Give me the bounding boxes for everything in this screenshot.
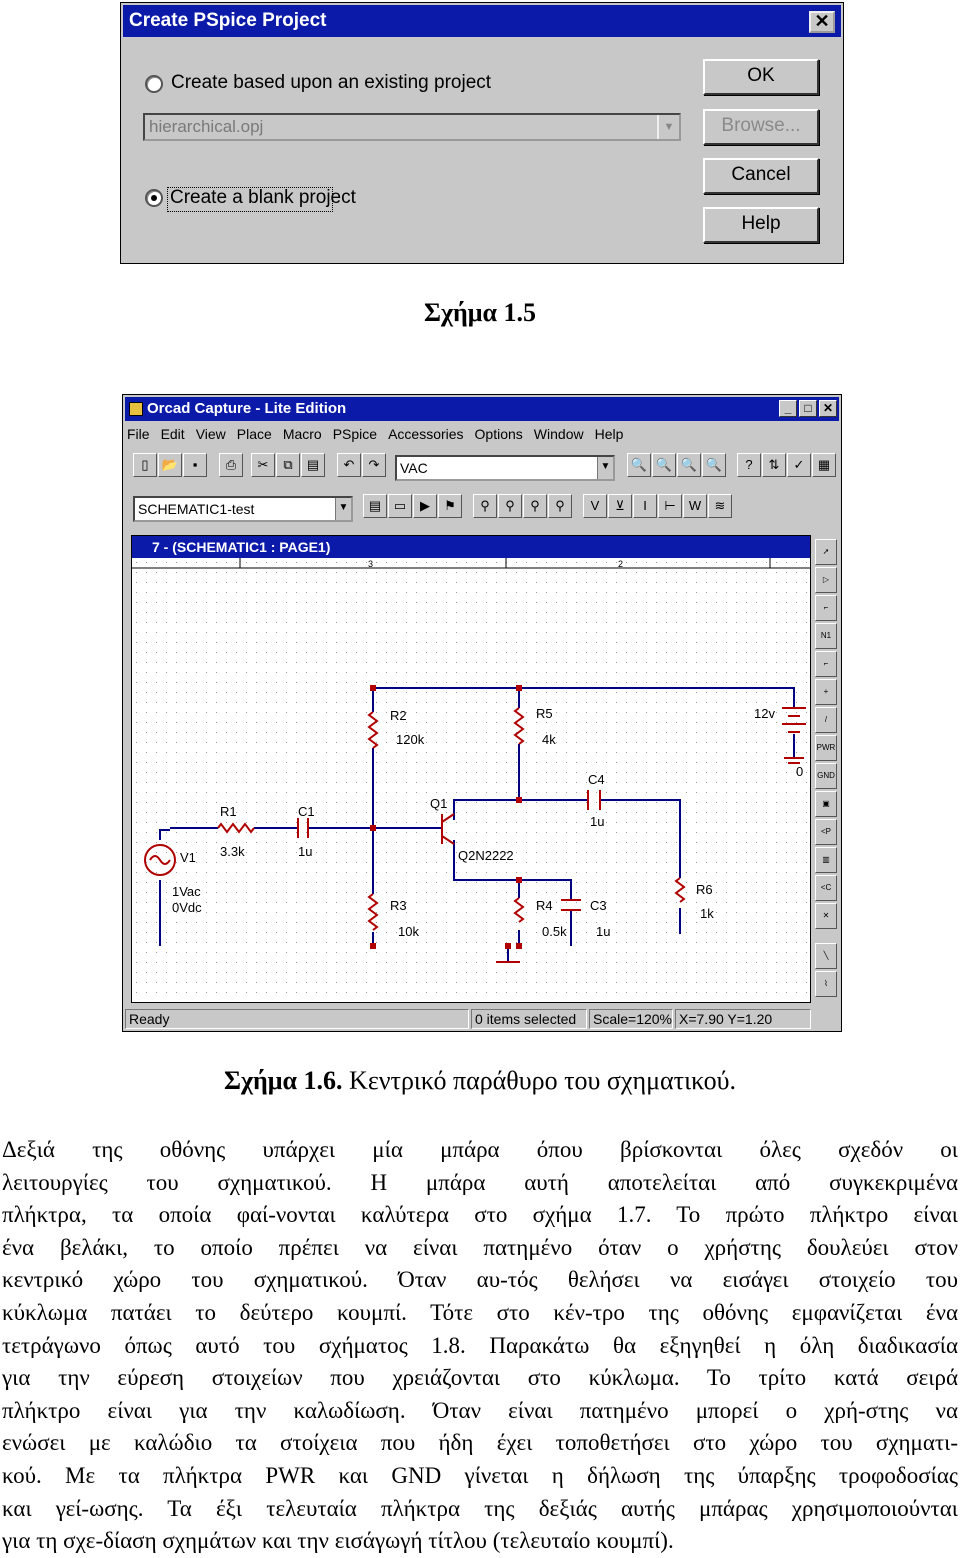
- r1-value: 3.3k: [220, 844, 245, 859]
- project-combo-value: hierarchical.opj: [149, 117, 264, 136]
- help-button[interactable]: Help: [703, 207, 819, 243]
- power-marker-icon[interactable]: ⚲: [548, 494, 572, 518]
- marker-icon[interactable]: ⚲: [473, 494, 497, 518]
- r2-name: R2: [390, 708, 407, 723]
- figure-caption-1-6: [0, 1066, 960, 1096]
- menu-help[interactable]: Help: [594, 426, 624, 442]
- place-port-icon[interactable]: <P: [815, 819, 837, 845]
- radio-existing-project[interactable]: [145, 75, 163, 93]
- v1-name: V1: [180, 850, 196, 865]
- chevron-down-icon[interactable]: ▼: [597, 457, 613, 479]
- place-line-icon[interactable]: ╲: [815, 943, 837, 969]
- chevron-down-icon[interactable]: ▼: [657, 115, 679, 139]
- pspice-toolbar: [131, 494, 841, 524]
- edit-simulation-icon[interactable]: ▭: [388, 494, 412, 518]
- status-coords: X=7.90 Y=1.20: [675, 1009, 811, 1029]
- caption-1-6-prefix: Σχήμα 1.6.: [224, 1066, 343, 1095]
- schematic-canvas[interactable]: [132, 558, 810, 1002]
- part-combo-value: VAC: [400, 460, 428, 476]
- border-label-3: 3: [368, 559, 374, 569]
- paste-icon[interactable]: ▤: [301, 453, 325, 477]
- power-icon[interactable]: W: [683, 494, 707, 518]
- orcad-app-icon: [129, 402, 143, 416]
- netlist-icon[interactable]: ▦: [812, 453, 836, 477]
- paragraph-line: κεντρικό χώρο του σχηματικού. Όταν αυ-τός θελήσει να εισάγει στοιχείο του: [2, 1267, 958, 1293]
- c1-value: 1u: [298, 844, 313, 859]
- save-icon[interactable]: ▪: [183, 453, 207, 477]
- chevron-down-icon[interactable]: ▼: [335, 498, 351, 520]
- zoom-all-icon[interactable]: 🔍: [702, 453, 726, 477]
- run-icon[interactable]: ▶: [413, 494, 437, 518]
- gnd-label: 0: [796, 764, 804, 779]
- draw-toolbar: [813, 535, 839, 1025]
- menu-bar: [127, 423, 837, 445]
- c3-value: 1u: [596, 924, 611, 939]
- main-toolbar: [131, 453, 841, 483]
- menu-place[interactable]: Place: [236, 426, 272, 442]
- dialog-title: Create PSpice Project: [129, 10, 327, 31]
- paragraph-line: ένα βελάκι, το οποίο πρέπει να είναι πατημένο όταν ο χρήστης δουλεύει στον: [2, 1234, 958, 1260]
- paragraph-line: τετράγωνο όπως αυτό του σχήματος 1.8. Παρακάτω θα εξηγηθεί η όλη διαδικασία: [2, 1332, 958, 1358]
- grid-background: [132, 558, 810, 1002]
- zoom-area-icon[interactable]: 🔍: [677, 453, 701, 477]
- zoom-in-icon[interactable]: 🔍: [627, 453, 651, 477]
- minimize-icon: _: [784, 401, 792, 415]
- close-icon: ✕: [814, 11, 830, 31]
- probe-marker-icon[interactable]: ⚲: [498, 494, 522, 518]
- schematic-window: [131, 535, 811, 1003]
- dialog-close-button[interactable]: [809, 11, 835, 33]
- place-bus-icon[interactable]: ⌐: [815, 651, 837, 677]
- q1-name: Q1: [430, 796, 448, 811]
- paragraph-line: ενώσει με καλώδιο τα στοίχεια που ήδη έχει τοποθετήσει στο χώρο του σχηματι-: [2, 1430, 958, 1456]
- paragraph-line: και γεί-ωσης. Τα έξι τελευταία πλήκτρα της δεξιάς αυτής μπάρας χρησιμοποιούνται: [2, 1495, 958, 1521]
- paragraph-line: Δεξιά της οθόνης υπάρχει μία μπάρα όπου βρίσκονται όλες σχεδόν οι: [2, 1137, 958, 1162]
- r2-value: 120k: [396, 732, 425, 747]
- menu-window[interactable]: Window: [533, 426, 584, 442]
- current-icon[interactable]: I: [633, 494, 657, 518]
- r3-name: R3: [390, 898, 407, 913]
- paragraph-line: λειτουργίες του σχηματικού. Η μπάρα αυτή αποτελείται από συγκεκριμένα: [2, 1169, 958, 1195]
- voltage-icon[interactable]: V: [583, 494, 607, 518]
- project-combo[interactable]: [143, 113, 681, 141]
- browse-button[interactable]: Browse...: [703, 109, 819, 145]
- menu-pspice[interactable]: PSpice: [332, 426, 378, 442]
- maximize-icon: □: [804, 401, 812, 415]
- r6-name: R6: [696, 882, 713, 897]
- menu-view[interactable]: View: [195, 426, 226, 442]
- place-wire-icon[interactable]: ⌐: [815, 595, 837, 621]
- menu-options[interactable]: Options: [474, 426, 523, 442]
- c4-name: C4: [588, 772, 605, 787]
- v1-dc: 0Vdc: [172, 900, 202, 915]
- place-net-alias-icon[interactable]: N1: [815, 623, 837, 649]
- r1-name: R1: [220, 804, 237, 819]
- paragraph-line: πλήκτρο είναι για την καλωδίωση. Όταν είναι πατημένο μπορεί ο χρή-στης να: [2, 1397, 958, 1423]
- r5-name: R5: [536, 706, 553, 721]
- figure-caption-1-5: Σχήμα 1.5: [423, 298, 537, 327]
- place-junction-icon[interactable]: +: [815, 679, 837, 705]
- place-hier-block-icon[interactable]: ▣: [815, 791, 837, 817]
- maximize-button[interactable]: [799, 400, 817, 417]
- orcad-capture-window: [122, 394, 842, 1032]
- dialog-title-bar: [123, 5, 841, 37]
- place-part-icon[interactable]: ▷: [815, 567, 837, 593]
- status-ready: Ready: [125, 1009, 469, 1029]
- option-blank-label: Create a blank project: [170, 187, 356, 208]
- menu-macro[interactable]: Macro: [282, 426, 322, 442]
- open-icon[interactable]: 📂: [158, 453, 182, 477]
- new-simulation-icon[interactable]: ▤: [363, 494, 387, 518]
- paragraph-line: πλήκτρα, τα οποία φαί-νονται καλύτερα στο σχήμα 1.7. Το πρώτο πλήκτρο είναι: [2, 1202, 958, 1228]
- paragraph-line: κύκλωμα πατάει το δεύτερο κουμπί. Τότε στο κέν-τρο της οθόνης εμφανίζεται ένα: [2, 1299, 958, 1325]
- paragraph-line: κού. Με τα πλήκτρα PWR και GND γίνεται η δήλωση της ύπαρξης τροφοδοσίας: [2, 1462, 958, 1488]
- redo-icon[interactable]: ↷: [362, 453, 386, 477]
- paragraph-line: για τη σχε-δίαση σχημάτων και την εισάγωγή τίτλου (τελευταίο κουμπί).: [2, 1528, 674, 1554]
- status-selected: 0 items selected: [471, 1009, 587, 1029]
- annotate-icon[interactable]: ⇅: [762, 453, 786, 477]
- select-arrow-icon[interactable]: ➚: [815, 539, 837, 565]
- r4-name: R4: [536, 898, 553, 913]
- border-label-2: 2: [618, 559, 624, 569]
- drc-icon[interactable]: ✓: [787, 453, 811, 477]
- schematic-combo[interactable]: [133, 496, 353, 522]
- cancel-button[interactable]: Cancel: [703, 158, 819, 194]
- ok-button[interactable]: OK: [703, 59, 819, 95]
- copy-icon[interactable]: ⧉: [276, 453, 300, 477]
- place-polyline-icon[interactable]: ⌇: [815, 971, 837, 997]
- v12-value: 12v: [754, 706, 775, 721]
- orcad-title: Orcad Capture - Lite Edition: [147, 400, 347, 417]
- schematic-title: 7 - (SCHEMATIC1 : PAGE1): [152, 539, 331, 555]
- voltage-diff-icon[interactable]: ⊻: [608, 494, 632, 518]
- close-icon: ✕: [822, 401, 834, 415]
- place-no-connect-icon[interactable]: ✕: [815, 903, 837, 929]
- status-scale: Scale=120%: [589, 1009, 673, 1029]
- zoom-out-icon[interactable]: 🔍: [652, 453, 676, 477]
- schematic-title-bar: [132, 536, 810, 558]
- orcad-title-bar: [125, 397, 839, 421]
- radio-blank-project[interactable]: [145, 189, 163, 207]
- probe-icon[interactable]: ⚑: [438, 494, 462, 518]
- caption-1-6-text: Κεντρικό παράθυρο του σχηματικού.: [342, 1066, 736, 1095]
- power-diff-icon[interactable]: ≋: [708, 494, 732, 518]
- cut-icon[interactable]: ✂: [251, 453, 275, 477]
- body-paragraph: [2, 1134, 958, 1558]
- undo-icon[interactable]: ↶: [337, 453, 361, 477]
- part-combo[interactable]: [395, 455, 615, 481]
- q1-part: Q2N2222: [458, 848, 514, 863]
- new-icon[interactable]: ▯: [133, 453, 157, 477]
- place-power-icon[interactable]: PWR: [815, 735, 837, 761]
- help-pointer-icon[interactable]: ?: [737, 453, 761, 477]
- c1-name: C1: [298, 804, 315, 819]
- r3-value: 10k: [398, 924, 419, 939]
- minimize-button[interactable]: [779, 400, 797, 417]
- bias-marker-icon[interactable]: ⚲: [523, 494, 547, 518]
- place-pin-icon[interactable]: ▥: [815, 847, 837, 873]
- option-existing-label: Create based upon an existing project: [171, 72, 492, 93]
- r4-value: 0.5k: [542, 924, 567, 939]
- place-ground-icon[interactable]: GND: [815, 763, 837, 789]
- r6-value: 1k: [700, 906, 714, 921]
- c3-name: C3: [590, 898, 607, 913]
- paragraph-line: για την εύρεση στοιχείων που χρειάζονται στο κύκλωμα. Το τρίτο κατά σειρά: [2, 1365, 958, 1391]
- menu-file[interactable]: File: [127, 426, 150, 442]
- create-pspice-project-dialog: [120, 2, 844, 264]
- r5-value: 4k: [542, 732, 556, 747]
- print-icon[interactable]: ⎙: [219, 453, 243, 477]
- schematic-combo-value: SCHEMATIC1-test: [138, 501, 255, 517]
- place-bus-entry-icon[interactable]: /: [815, 707, 837, 733]
- status-bar: [125, 1009, 811, 1029]
- current-diff-icon[interactable]: ⊢: [658, 494, 682, 518]
- c4-value: 1u: [590, 814, 605, 829]
- window-close-button[interactable]: [819, 400, 837, 417]
- v1-ac: 1Vac: [172, 884, 201, 899]
- menu-edit[interactable]: Edit: [160, 426, 185, 442]
- menu-accessories[interactable]: Accessories: [388, 426, 464, 442]
- place-off-page-icon[interactable]: <C: [815, 875, 837, 901]
